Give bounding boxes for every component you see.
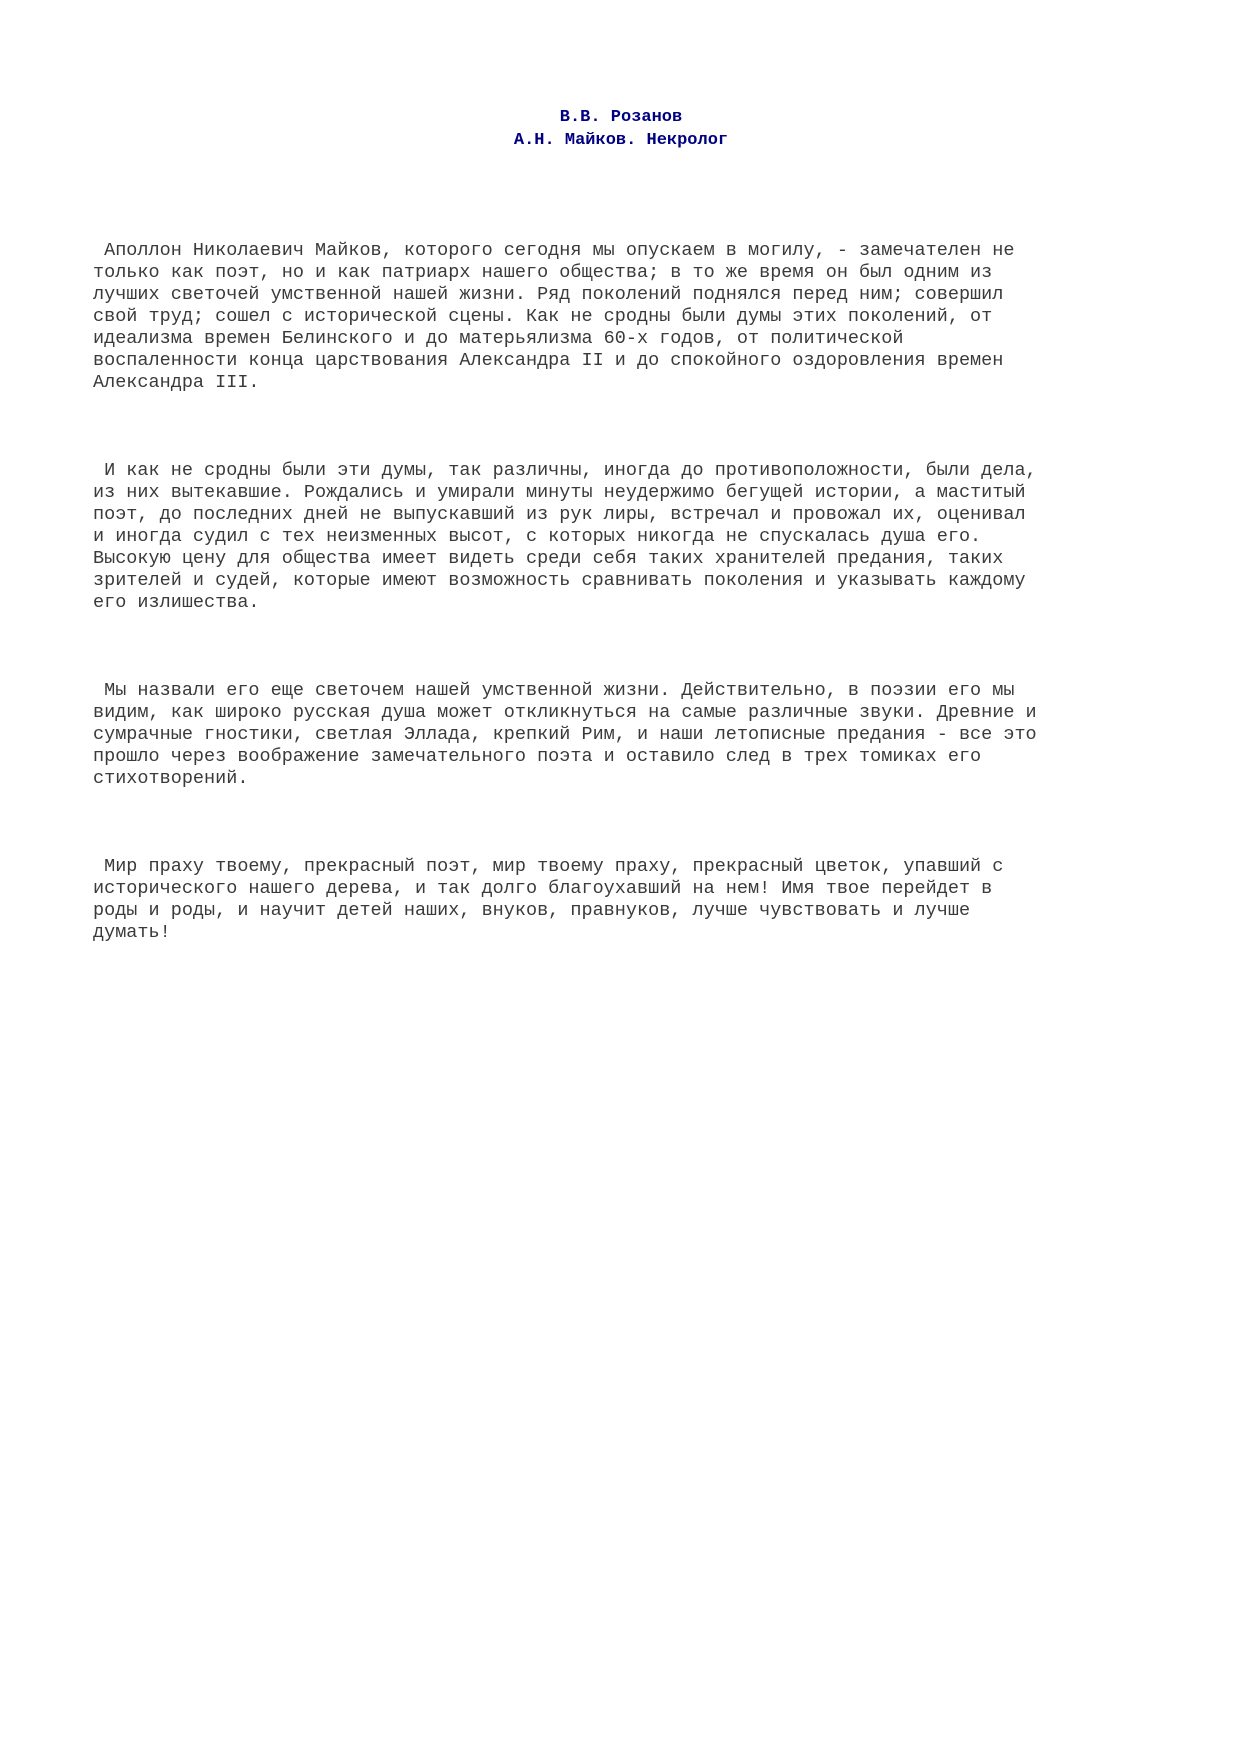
paragraph-4: Мир праху твоему, прекрасный поэт, мир твоему праху, прекрасный цветок, упавший с исторического нашего дерева, и так долго благоухавший на нем! Имя твое перейдет в роды и роды, и научит детей наших, внуков, правнуков, лучше чувствовать и лучше думать! [93,856,1004,943]
document-title: А.Н. Майков. Некролог [513,131,729,150]
document-header [0,106,1242,152]
author-name: В.В. Розанов [559,108,683,127]
paragraph-3: Мы назвали его еще светочем нашей умственной жизни. Действительно, в поэзии его мы видим, как широко русская душа может откликнуться на самые различные звуки. Древние и сумрачные гностики, светлая Эллада, крепкий Рим, и наши летописные предания - все это прошло через воображение замечательного поэта и оставило след в трех томиках его стихотворений. [93,680,1037,789]
paragraph-1: Аполлон Николаевич Майков, которого сегодня мы опускаем в могилу, - замечателен не только как поэт, но и как патриарх нашего общества; в то же время он был одним из лучших светочей умственной нашей жизни. Ряд поколений поднялся перед ним; совершил свой труд; сошел с исторической сцены. Как не сродны были думы этих поколений, от идеализма времен Белинского и до матерьялизма 60-х годов, от политической воспаленности конца царствования Александра II и до спокойного оздоровления времен Александра III. [93,240,1015,393]
paragraph-2: И как не сродны были эти думы, так различны, иногда до противоположности, были дела, из них вытекавшие. Рождались и умирали минуты неудержимо бегущей истории, а маститый поэт, до последних дней не выпускавший из рук лиры, встречал и провожал их, оценивал и иногда судил с тех неизменных высот, с которых никогда не спускалась душа его. Высокую цену для общества имеет видеть среди себя таких хранителей предания, таких зрителей и судей, которые имеют возможность сравнивать поколения и указывать каждому его излишества. [93,460,1037,613]
document-body [93,196,1163,1010]
